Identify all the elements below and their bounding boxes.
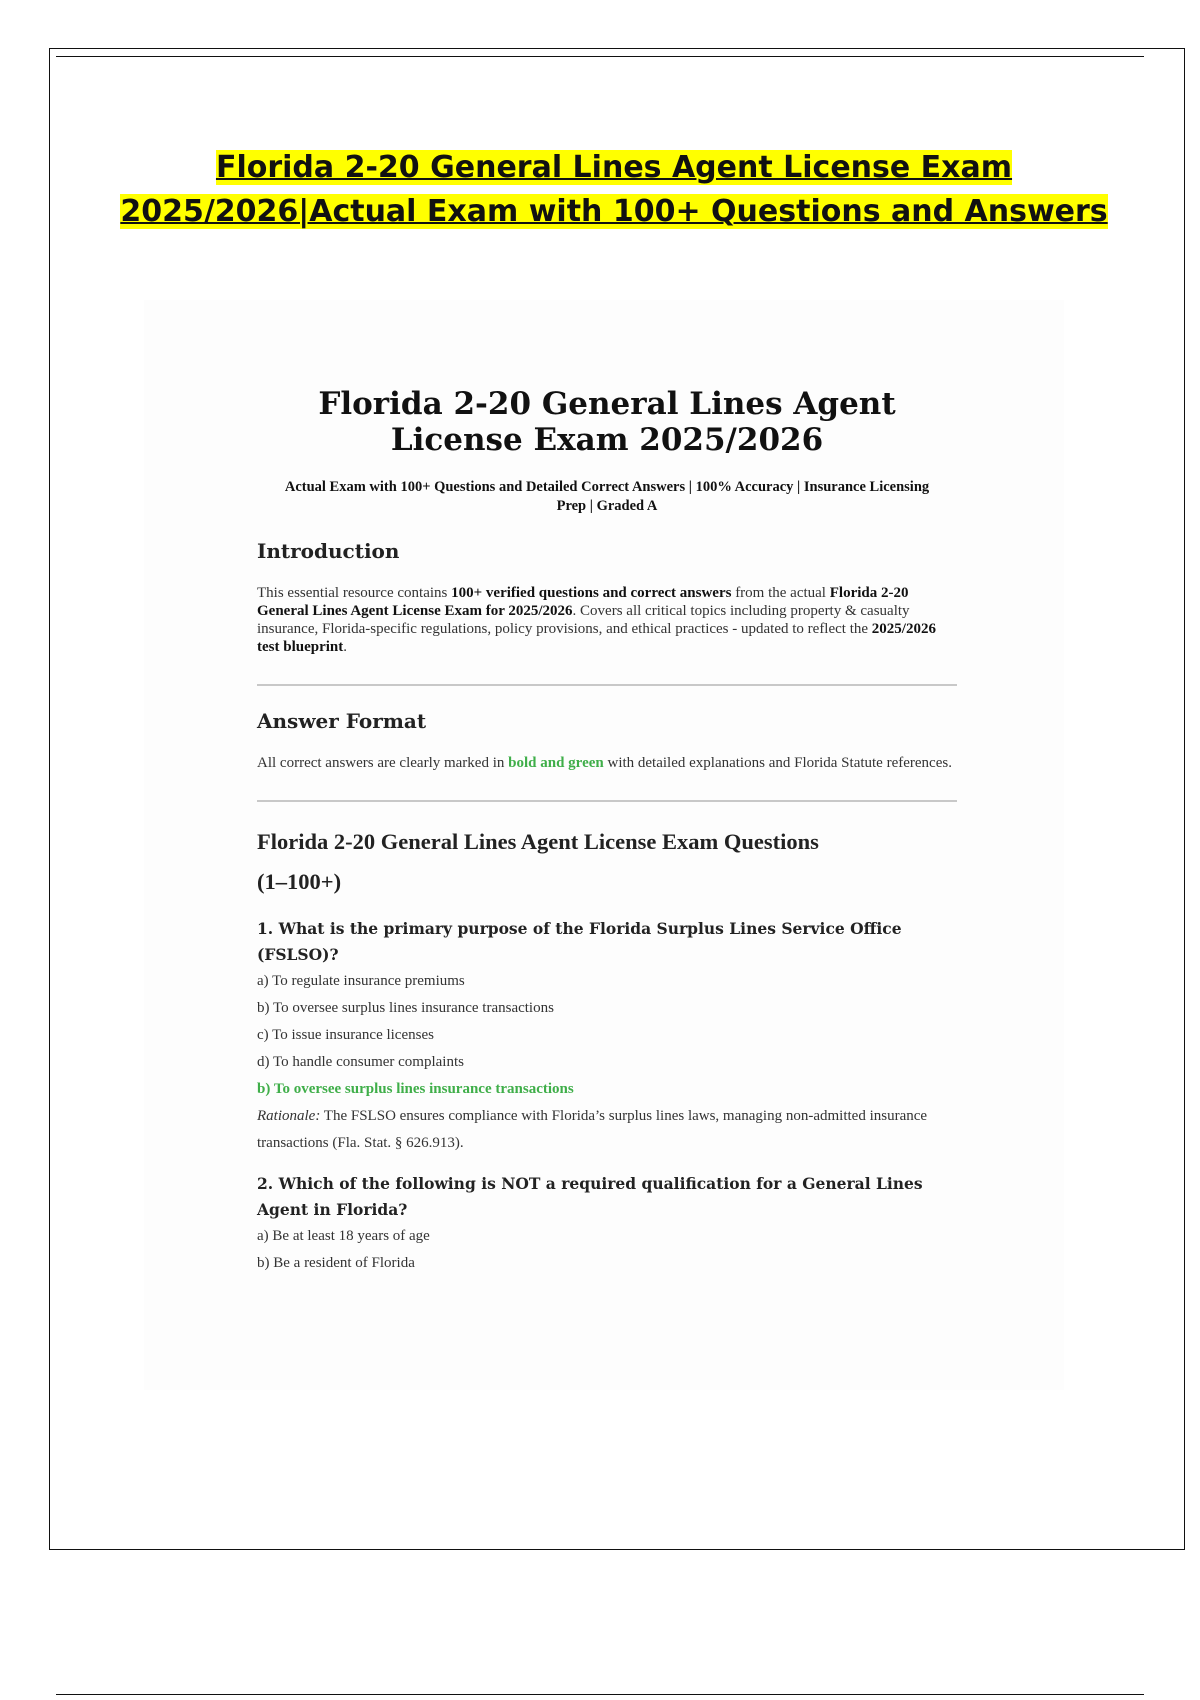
rationale-label: Rationale: (257, 1108, 321, 1124)
top-rule (56, 56, 1144, 57)
option-c: c) To issue insurance licenses (257, 1027, 434, 1043)
intro-text-4: . (343, 639, 347, 655)
option-b: b) Be a resident of Florida (257, 1255, 415, 1271)
doc-title (257, 386, 957, 458)
option-a: a) Be at least 18 years of age (257, 1228, 430, 1244)
question-1 (257, 916, 957, 1157)
answer-format-green-text: bold and green (508, 755, 604, 771)
intro-text-1: This essential resource contains (257, 585, 452, 601)
intro-text-2: from the actual (731, 585, 830, 601)
answer-format-text-2: with detailed explanations and Florida Statute references. (603, 755, 952, 771)
question-text: 2. Which of the following is NOT a required qualification for a General Lines Agent in Florida? (257, 1174, 923, 1219)
intro-bold-3: 2025/2026 test blueprint (257, 621, 936, 655)
option-a: a) To regulate insurance premiums (257, 973, 465, 989)
introduction-paragraph (257, 584, 957, 656)
section-divider (257, 800, 957, 802)
question-2 (257, 1171, 957, 1277)
questions-heading-line1: Florida 2-20 General Lines Agent License Exam Questions (257, 829, 819, 854)
doc-title-line2: License Exam 2025/2026 (390, 422, 824, 458)
intro-bold-2: Florida 2-20 General Lines Agent License Exam for 2025/2026 (257, 585, 909, 619)
introduction-heading: Introduction (257, 539, 400, 563)
doc-subtitle: Actual Exam with 100+ Questions and Detailed Correct Answers | 100% Accuracy | Insurance Licensing Prep | Graded A (284, 479, 930, 514)
rationale (257, 1103, 957, 1157)
cover-title-line1: Florida 2-20 General Lines Agent License Exam (215, 150, 1013, 185)
option-b: b) To oversee surplus lines insurance transactions (257, 1000, 554, 1016)
questions-heading (257, 822, 957, 902)
embedded-document (257, 386, 957, 1277)
answer-format-text-1: All correct answers are clearly marked in (257, 755, 509, 771)
cover-title (110, 146, 1118, 234)
questions-heading-line2: (1–100+) (257, 869, 342, 894)
rationale-text: The FSLSO ensures compliance with Florida’s surplus lines laws, managing non-admitted insurance transactions (Fla. Stat. § 626.913). (257, 1108, 928, 1151)
bottom-rule (56, 1694, 1144, 1695)
intro-text-3: . Covers all critical topics including property & casualty insurance, Florida-specific regulations, policy provisions, and ethical practices - updated to reflect the (257, 603, 910, 637)
cover-title-line2: 2025/2026|Actual Exam with 100+ Questions and Answers (120, 194, 1108, 229)
intro-bold-1: 100+ verified questions and correct answers (451, 585, 732, 601)
question-text: 1. What is the primary purpose of the Florida Surplus Lines Service Office (FSLSO)? (257, 919, 902, 964)
correct-answer: b) To oversee surplus lines insurance transactions (257, 1081, 574, 1097)
option-d: d) To handle consumer complaints (257, 1054, 464, 1070)
answer-format-heading: Answer Format (257, 709, 427, 733)
doc-title-line1: Florida 2-20 General Lines Agent (318, 386, 896, 422)
answer-format-paragraph (257, 754, 957, 772)
section-divider (257, 684, 957, 686)
